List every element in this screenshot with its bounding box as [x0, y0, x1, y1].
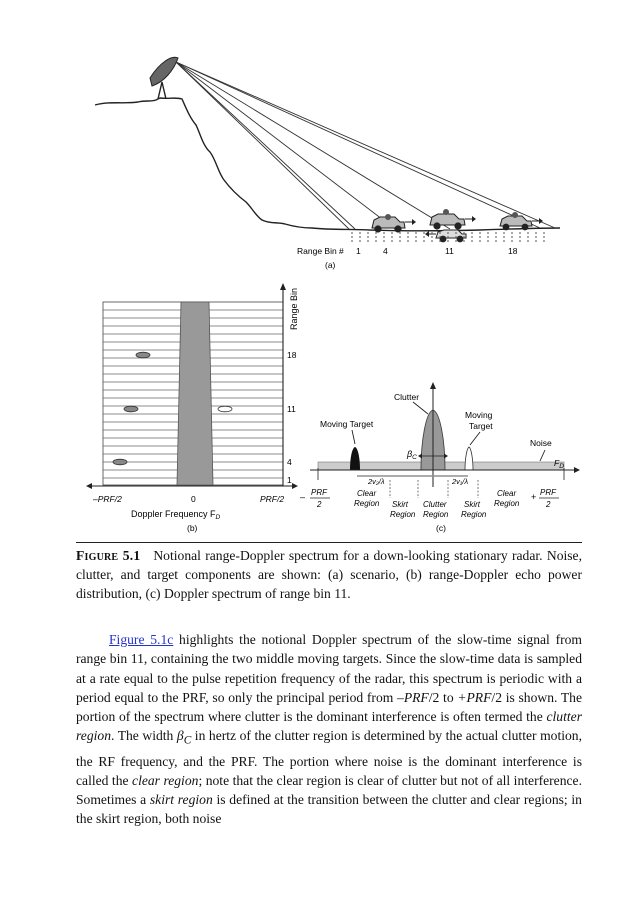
panel-c-label: (c) — [436, 523, 446, 533]
y-tick-4: 4 — [287, 457, 292, 467]
prf-left-num: PRF — [311, 488, 327, 497]
range-bin-1: 1 — [356, 246, 361, 256]
range-bin-18: 18 — [508, 246, 518, 256]
moving-target-left-label: Moving Target — [320, 419, 374, 429]
range-bin-label: Range Bin # — [297, 246, 344, 256]
radar-beam — [176, 62, 555, 230]
y-tick-11: 11 — [287, 404, 296, 414]
range-bin-markers — [352, 232, 544, 244]
target-peak-right — [465, 447, 473, 470]
x-tick-minus-prf2: –PRF/2 — [93, 494, 122, 504]
target-bin-18 — [136, 352, 150, 358]
prf-right-den: 2 — [546, 500, 551, 509]
noise-label: Noise — [530, 438, 552, 448]
fd-axis-label: $F_D$ — [554, 458, 564, 470]
range-bin-4: 4 — [383, 246, 388, 256]
moving-car-2 — [430, 209, 476, 230]
prf-left-den: 2 — [317, 500, 322, 509]
region-clutter-2: Region — [423, 510, 449, 519]
target-peak-left — [350, 447, 360, 470]
caption-text: Notional range-Doppler spectrum for a down-looking stationary radar. Noise, clutter, and target components are shown: (a) scenario, (b) range-Doppler echo power distribution, (c) Doppler spectrum of range bin 11. — [76, 548, 582, 601]
moving-target-right-label-1: Moving — [465, 410, 493, 420]
clutter-label: Clutter — [394, 392, 420, 402]
body-paragraph: Figure 5.1c highlights the notional Doppler spectrum of the slow-time signal from range bin 11, containing the two middle moving targets. Since the slow-time data is sampled at a rate equal to the pulse repetition frequency of the radar, this spectrum is periodic with a period equal to the PRF, so only the principal period from –PRF/2 to +PRF/2 is shown. The portion of the spectrum where clutter is the dominant interference is often termed the clutter region. The width $\beta_C$ in hertz of the clutter region is determined by the actual clutter motion, the RF frequency, and the PRF. The portion where noise is the dominant interference is called the clear region; note that the clear region is clear of clutter but not of all interference. Sometimes a skirt region is defined at the transition between the clutter and clear regions; in the skirt region, both noise — [76, 632, 582, 827]
minus-sign: – — [300, 492, 306, 502]
radar-antenna — [150, 57, 178, 99]
region-skirt-left-2: Region — [390, 510, 416, 519]
moving-car-4 — [500, 212, 543, 230]
prf-right-num: PRF — [540, 488, 556, 497]
y-tick-1: 1 — [287, 475, 292, 485]
target-bin-11-right — [218, 406, 232, 412]
panel-c-doppler-spectrum — [300, 382, 580, 533]
region-clear-left-1: Clear — [357, 489, 377, 498]
moving-target-right-label-2: Target — [469, 421, 493, 431]
plus-sign: + — [531, 492, 537, 502]
region-clear-right-2: Region — [494, 499, 520, 508]
beta-c-label: $\beta_C$ — [407, 449, 417, 461]
antenna-dish — [150, 57, 178, 86]
panel-b-range-doppler — [86, 283, 299, 533]
region-clutter-1: Clutter — [423, 500, 447, 509]
region-skirt-left-1: Skirt — [392, 500, 408, 509]
figure-caption — [76, 546, 582, 603]
doppler-frequency-label: Doppler Frequency $F_D$ — [131, 509, 221, 521]
region-clear-left-2: Region — [354, 499, 380, 508]
figure-link[interactable]: Figure 5.1c — [109, 632, 174, 647]
y-tick-18: 18 — [287, 350, 297, 360]
target-bin-11-left — [124, 406, 138, 412]
panel-a-scenario — [95, 57, 560, 270]
panel-b-label: (b) — [187, 523, 198, 533]
v1-label: 2v₁/λ — [452, 477, 469, 486]
caption-label: Figure 5.1 — [76, 548, 141, 563]
x-tick-prf2: PRF/2 — [260, 494, 285, 504]
region-skirt-right-2: Region — [461, 510, 487, 519]
range-bin-11: 11 — [445, 246, 454, 256]
moving-car-3 — [425, 230, 466, 242]
caption-rule — [76, 542, 582, 543]
panel-a-label: (a) — [325, 260, 336, 270]
region-skirt-right-1: Skirt — [464, 500, 480, 509]
terrain-profile — [95, 98, 560, 231]
range-bin-axis-label: Range Bin — [289, 287, 299, 330]
region-clear-right-1: Clear — [497, 489, 517, 498]
target-bin-4 — [113, 459, 127, 465]
antenna-mast — [158, 82, 166, 99]
x-tick-zero: 0 — [191, 494, 196, 504]
clutter-band — [177, 302, 213, 485]
v2-label: 2v₂/λ — [368, 477, 385, 486]
